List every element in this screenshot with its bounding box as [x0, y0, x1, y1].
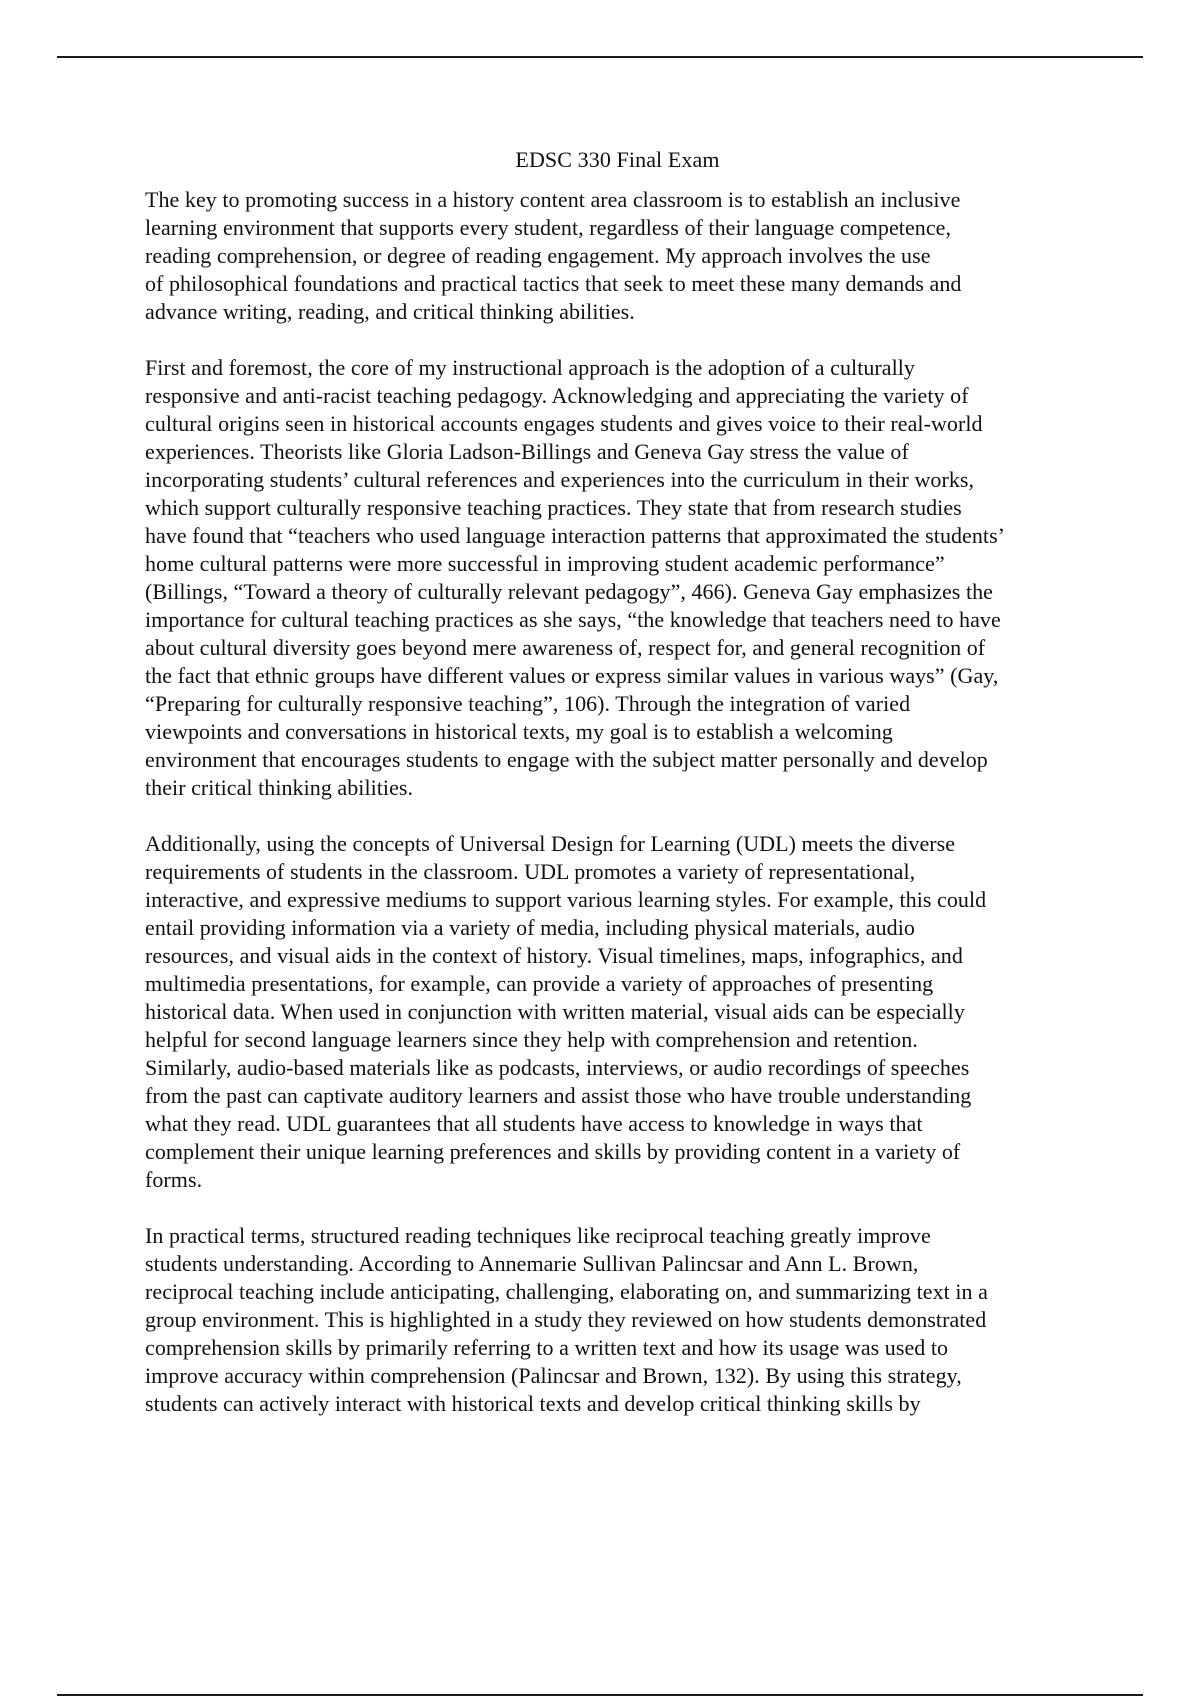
text-line: The key to promoting success in a history content area classroom is to establish an inclusive [145, 187, 961, 212]
text-line: importance for cultural teaching practices as she says, “the knowledge that teachers need to have [145, 607, 1001, 632]
text-line: (Billings, “Toward a theory of culturally relevant pedagogy”, 466). Geneva Gay emphasizes the [145, 579, 993, 604]
text-line: reading comprehension, or degree of reading engagement. My approach involves the use [145, 243, 931, 268]
text-line: their critical thinking abilities. [145, 775, 414, 800]
text-line: responsive and anti-racist teaching pedagogy. Acknowledging and appreciating the variety of [145, 383, 969, 408]
text-line: First and foremost, the core of my instructional approach is the adoption of a culturally [145, 355, 915, 380]
text-line: the fact that ethnic groups have different values or express similar values in various ways” (Gay, [145, 663, 999, 688]
paragraph-3 [145, 830, 1090, 1194]
text-line: which support culturally responsive teaching practices. They state that from research studies [145, 495, 962, 520]
text-line: of philosophical foundations and practical tactics that seek to meet these many demands and [145, 271, 962, 296]
text-line: resources, and visual aids in the context of history. Visual timelines, maps, infographics, and [145, 943, 963, 968]
bottom-page-rule [57, 1694, 1143, 1696]
text-line: Similarly, audio-based materials like as podcasts, interviews, or audio recordings of speeches [145, 1055, 970, 1080]
document-body [145, 186, 1090, 1418]
text-line: entail providing information via a variety of media, including physical materials, audio [145, 915, 915, 940]
text-line: historical data. When used in conjunction with written material, visual aids can be especially [145, 999, 965, 1024]
text-line: helpful for second language learners since they help with comprehension and retention. [145, 1027, 918, 1052]
text-line: learning environment that supports every student, regardless of their language competence, [145, 215, 952, 240]
text-line: cultural origins seen in historical accounts engages students and gives voice to their real-world [145, 411, 983, 436]
text-line: reciprocal teaching include anticipating, challenging, elaborating on, and summarizing text in a [145, 1279, 988, 1304]
text-line: forms. [145, 1167, 203, 1192]
document-page [145, 140, 1090, 1446]
paragraph-4 [145, 1222, 1090, 1418]
text-line: students understanding. According to Annemarie Sullivan Palincsar and Ann L. Brown, [145, 1251, 919, 1276]
text-line: about cultural diversity goes beyond mere awareness of, respect for, and general recognition of [145, 635, 986, 660]
text-line: Additionally, using the concepts of Universal Design for Learning (UDL) meets the diverse [145, 831, 956, 856]
text-line: In practical terms, structured reading techniques like reciprocal teaching greatly improve [145, 1223, 931, 1248]
text-line: requirements of students in the classroom. UDL promotes a variety of representational, [145, 859, 916, 884]
top-page-rule [57, 56, 1143, 58]
text-line: incorporating students’ cultural references and experiences into the curriculum in their works, [145, 467, 975, 492]
text-line: experiences. Theorists like Gloria Ladson-Billings and Geneva Gay stress the value of [145, 439, 909, 464]
text-line: from the past can captivate auditory learners and assist those who have trouble understanding [145, 1083, 972, 1108]
text-line: interactive, and expressive mediums to support various learning styles. For example, this could [145, 887, 987, 912]
text-line: “Preparing for culturally responsive teaching”, 106). Through the integration of varied [145, 691, 911, 716]
document-title: EDSC 330 Final Exam [515, 147, 720, 172]
text-line: what they read. UDL guarantees that all students have access to knowledge in ways that [145, 1111, 923, 1136]
text-line: complement their unique learning preferences and skills by providing content in a variety of [145, 1139, 961, 1164]
text-line: advance writing, reading, and critical thinking abilities. [145, 299, 635, 324]
text-line: viewpoints and conversations in historical texts, my goal is to establish a welcoming [145, 719, 893, 744]
paragraph-1 [145, 186, 1090, 326]
text-line: environment that encourages students to engage with the subject matter personally and develop [145, 747, 988, 772]
text-line: have found that “teachers who used language interaction patterns that approximated the students’ [145, 523, 1006, 548]
paragraph-2 [145, 354, 1090, 802]
text-line: group environment. This is highlighted in a study they reviewed on how students demonstrated [145, 1307, 987, 1332]
text-line: home cultural patterns were more successful in improving student academic performance” [145, 551, 945, 576]
text-line: multimedia presentations, for example, can provide a variety of approaches of presenting [145, 971, 934, 996]
text-line: comprehension skills by primarily referring to a written text and how its usage was used to [145, 1335, 949, 1360]
text-line: students can actively interact with historical texts and develop critical thinking skills by [145, 1391, 921, 1416]
text-line: improve accuracy within comprehension (Palincsar and Brown, 132). By using this strategy, [145, 1363, 962, 1388]
